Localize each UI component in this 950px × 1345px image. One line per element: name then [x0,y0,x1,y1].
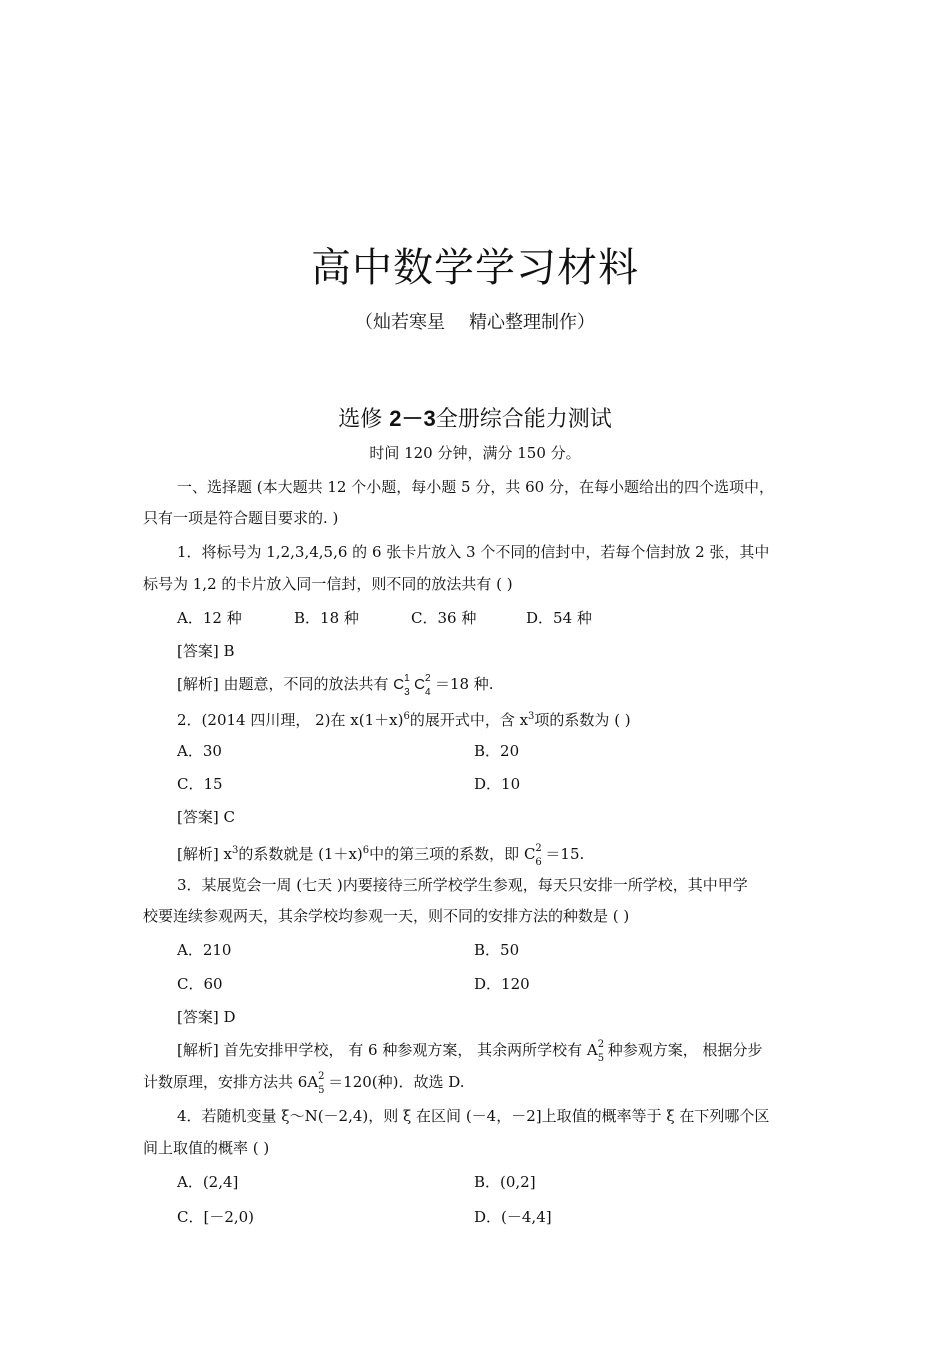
test-title-suffix: 全册综合能力测试 [435,407,612,432]
q4-text-line1: 4．若随机变量 ξ～N(－2,4)，则 ξ 在区间 (－4，－2]上取值的概率等于 ξ 在下列哪个区 [177,1107,770,1125]
q1-option-d: D．54 种 [526,609,592,627]
q2-analysis-c: 中的第三项的系数，即 C [369,845,536,863]
q4-option-b: B．(0,2] [474,1173,536,1191]
q2-text-c: 项的系数为 ( ) [534,711,631,729]
q3-analysis-c: 计数原理，安排方法共 6A [143,1073,319,1091]
q2-option-d: D．10 [474,775,521,793]
subtitle-right: 精心整理制作） [469,312,595,333]
q1-text-line2: 标号为 1,2 的卡片放入同一信封，则不同的放法共有 ( ) [143,575,513,593]
q1-option-b: B．18 种 [294,609,359,627]
page-title: 高中数学学习材料 [311,245,639,291]
q3-text-line2: 校要连续参观两天，其余学校均参观一天，则不同的安排方法的种数是 ( ) [143,907,630,925]
q2-analysis: [解析] $x^3$的系数就是 $(1+x)^6$中的第三项的系数，即 C 2 6 ＝15. [177,843,585,868]
q3-analysis-line2: 计数原理，安排方法共 6A 2 5 ＝120(种)．故选 D. [143,1071,465,1096]
q2-text-a: 2．(2014 四川理， 2)在 x(1＋x) [177,711,404,729]
q4-text-line2: 间上取值的概率 ( ) [143,1139,270,1157]
q3-analysis-a: [解析] 首先安排甲学校， 有 6 种参观方案， 其余两所学校有 A [177,1041,598,1059]
q2-analysis-result: ＝15. [545,845,585,863]
test-title [0,402,950,433]
q3-analysis-b: 种参观方案， 根据分步 [607,1041,763,1059]
q1-option-c: C．36 种 [411,609,477,627]
q2-option-a: A．30 [177,742,222,760]
section-intro-line2: 只有一项是符合题目要求的. ) [143,509,339,527]
q3-option-a: A．210 [177,941,232,959]
q3-answer: [答案] D [177,1008,236,1026]
q3-text-line1: 3．某展览会一周 (七天 )内要接待三所学校学生参观，每天只安排一所学校，其中甲学 [177,876,748,894]
q2-text-b: 的展开式中，含 x [409,711,529,729]
q1-answer: [答案] B [177,642,235,660]
q2-text: 2．(2014 四川理， 2)在 $x(1+x)^6$的展开式中，含 $x^3$项的系数为 ( ) [177,711,631,729]
q1-analysis-text: [解析] 由题意，不同的放法共有 [177,675,394,693]
subtitle-left: （灿若寒星 [355,312,445,333]
test-title-prefix: 选修 [338,407,383,432]
q3-option-d: D．120 [474,975,530,993]
q1-analysis [177,673,494,699]
q3-analysis-d: ＝120(种)．故选 D. [328,1073,465,1091]
test-title-number: 2－3 [389,406,436,431]
q3-option-c: C．60 [177,975,223,993]
q3-option-b: B．50 [474,941,520,959]
q1-analysis-formula: C 1 3 C 2 4 [393,673,431,699]
q2-answer: [答案] C [177,808,235,826]
time-info: 时间 120 分钟，满分 150 分。 [369,444,581,462]
page-subtitle [0,308,950,334]
q4-option-c: C．[－2,0) [177,1208,255,1226]
q4-option-a: A．(2,4] [177,1173,239,1191]
q2-option-c: C．15 [177,775,223,793]
q1-option-a: A．12 种 [177,609,242,627]
q2-analysis-b: 的系数就是 (1＋x) [238,845,363,863]
section-intro-line1: 一、选择题 (本大题共 12 个小题，每小题 5 分，共 60 分，在每小题给出的四个选项中， [177,478,774,496]
q2-option-b: B．20 [474,742,520,760]
q2-analysis-a: [解析] x [177,845,232,863]
q1-analysis-result: ＝18 种. [434,675,494,693]
q4-option-d: D．(－4,4] [474,1208,552,1226]
q3-analysis-line1: [解析] 首先安排甲学校， 有 6 种参观方案， 其余两所学校有 A 2 5 种参观方案， 根据分步 [177,1039,763,1064]
q1-text-line1: 1．将标号为 1,2,3,4,5,6 的 6 张卡片放入 3 个不同的信封中，若每个信封放 2 张，其中 [177,543,770,561]
